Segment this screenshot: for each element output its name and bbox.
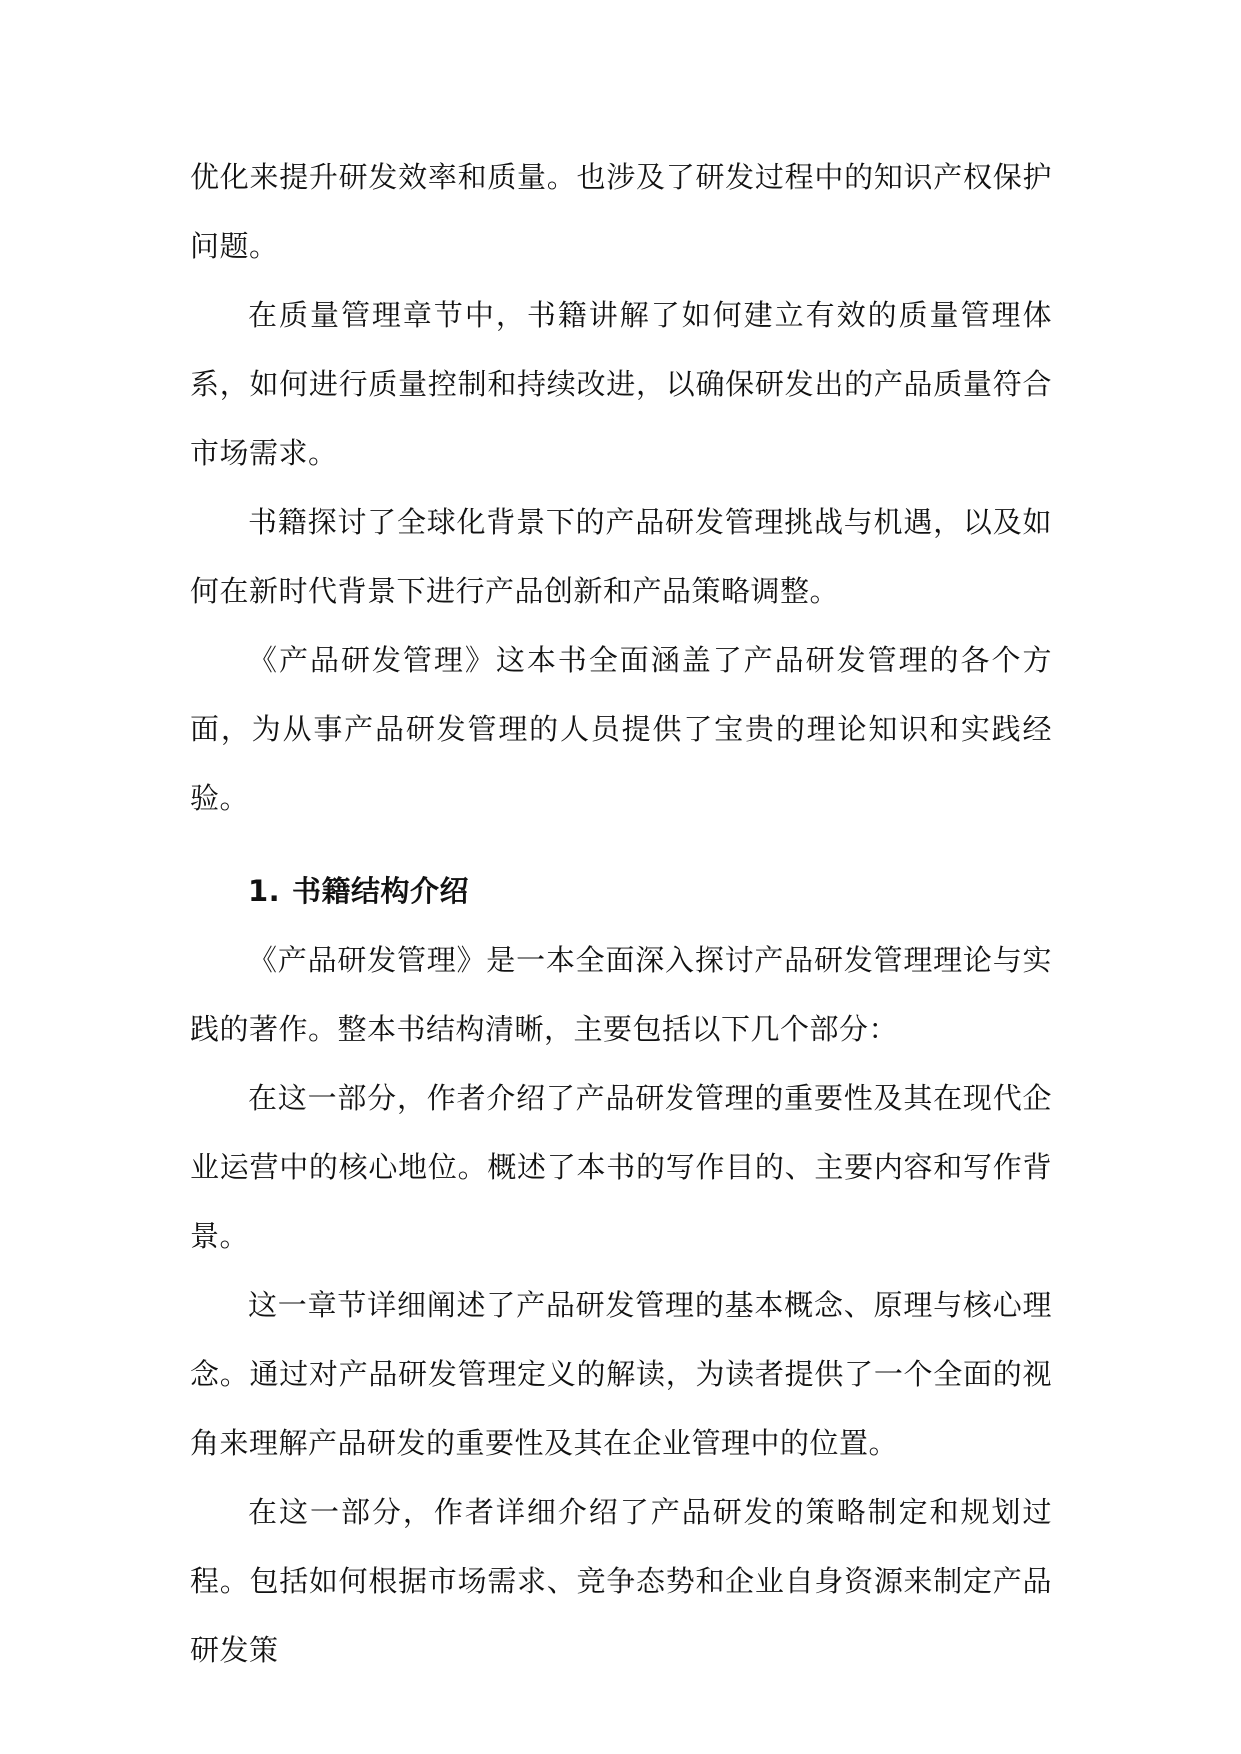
section-heading <box>190 857 1052 926</box>
paragraph-part-introduction: 在这一部分，作者介绍了产品研发管理的重要性及其在现代企业运营中的核心地位。概述了本书的写作目的、主要内容和写作背景。 <box>190 1081 1052 1253</box>
paragraph-globalization: 书籍探讨了全球化背景下的产品研发管理挑战与机遇，以及如何在新时代背景下进行产品创新和产品策略调整。 <box>190 505 1052 608</box>
section-title: 书籍结构介绍 <box>292 874 470 908</box>
paragraph-quality-management: 在质量管理章节中，书籍讲解了如何建立有效的质量管理体系，如何进行质量控制和持续改进，以确保研发出的产品质量符合市场需求。 <box>190 298 1052 470</box>
paragraph-continuation: 优化来提升研发效率和质量。也涉及了研发过程中的知识产权保护问题。 <box>190 160 1052 263</box>
paragraph-part-concepts: 这一章节详细阐述了产品研发管理的基本概念、原理与核心理念。通过对产品研发管理定义的解读，为读者提供了一个全面的视角来理解产品研发的重要性及其在企业管理中的位置。 <box>190 1288 1052 1460</box>
paragraph-part-strategy: 在这一部分，作者详细介绍了产品研发的策略制定和规划过程。包括如何根据市场需求、竞争态势和企业自身资源来制定产品研发策 <box>190 1495 1052 1667</box>
paragraph-structure-intro: 《产品研发管理》是一本全面深入探讨产品研发管理理论与实践的著作。整本书结构清晰，主要包括以下几个部分： <box>190 943 1052 1046</box>
paragraph-summary: 《产品研发管理》这本书全面涵盖了产品研发管理的各个方面，为从事产品研发管理的人员提供了宝贵的理论知识和实践经验。 <box>190 643 1052 815</box>
section-number: 1. <box>248 874 281 908</box>
document-body <box>190 143 1052 1685</box>
